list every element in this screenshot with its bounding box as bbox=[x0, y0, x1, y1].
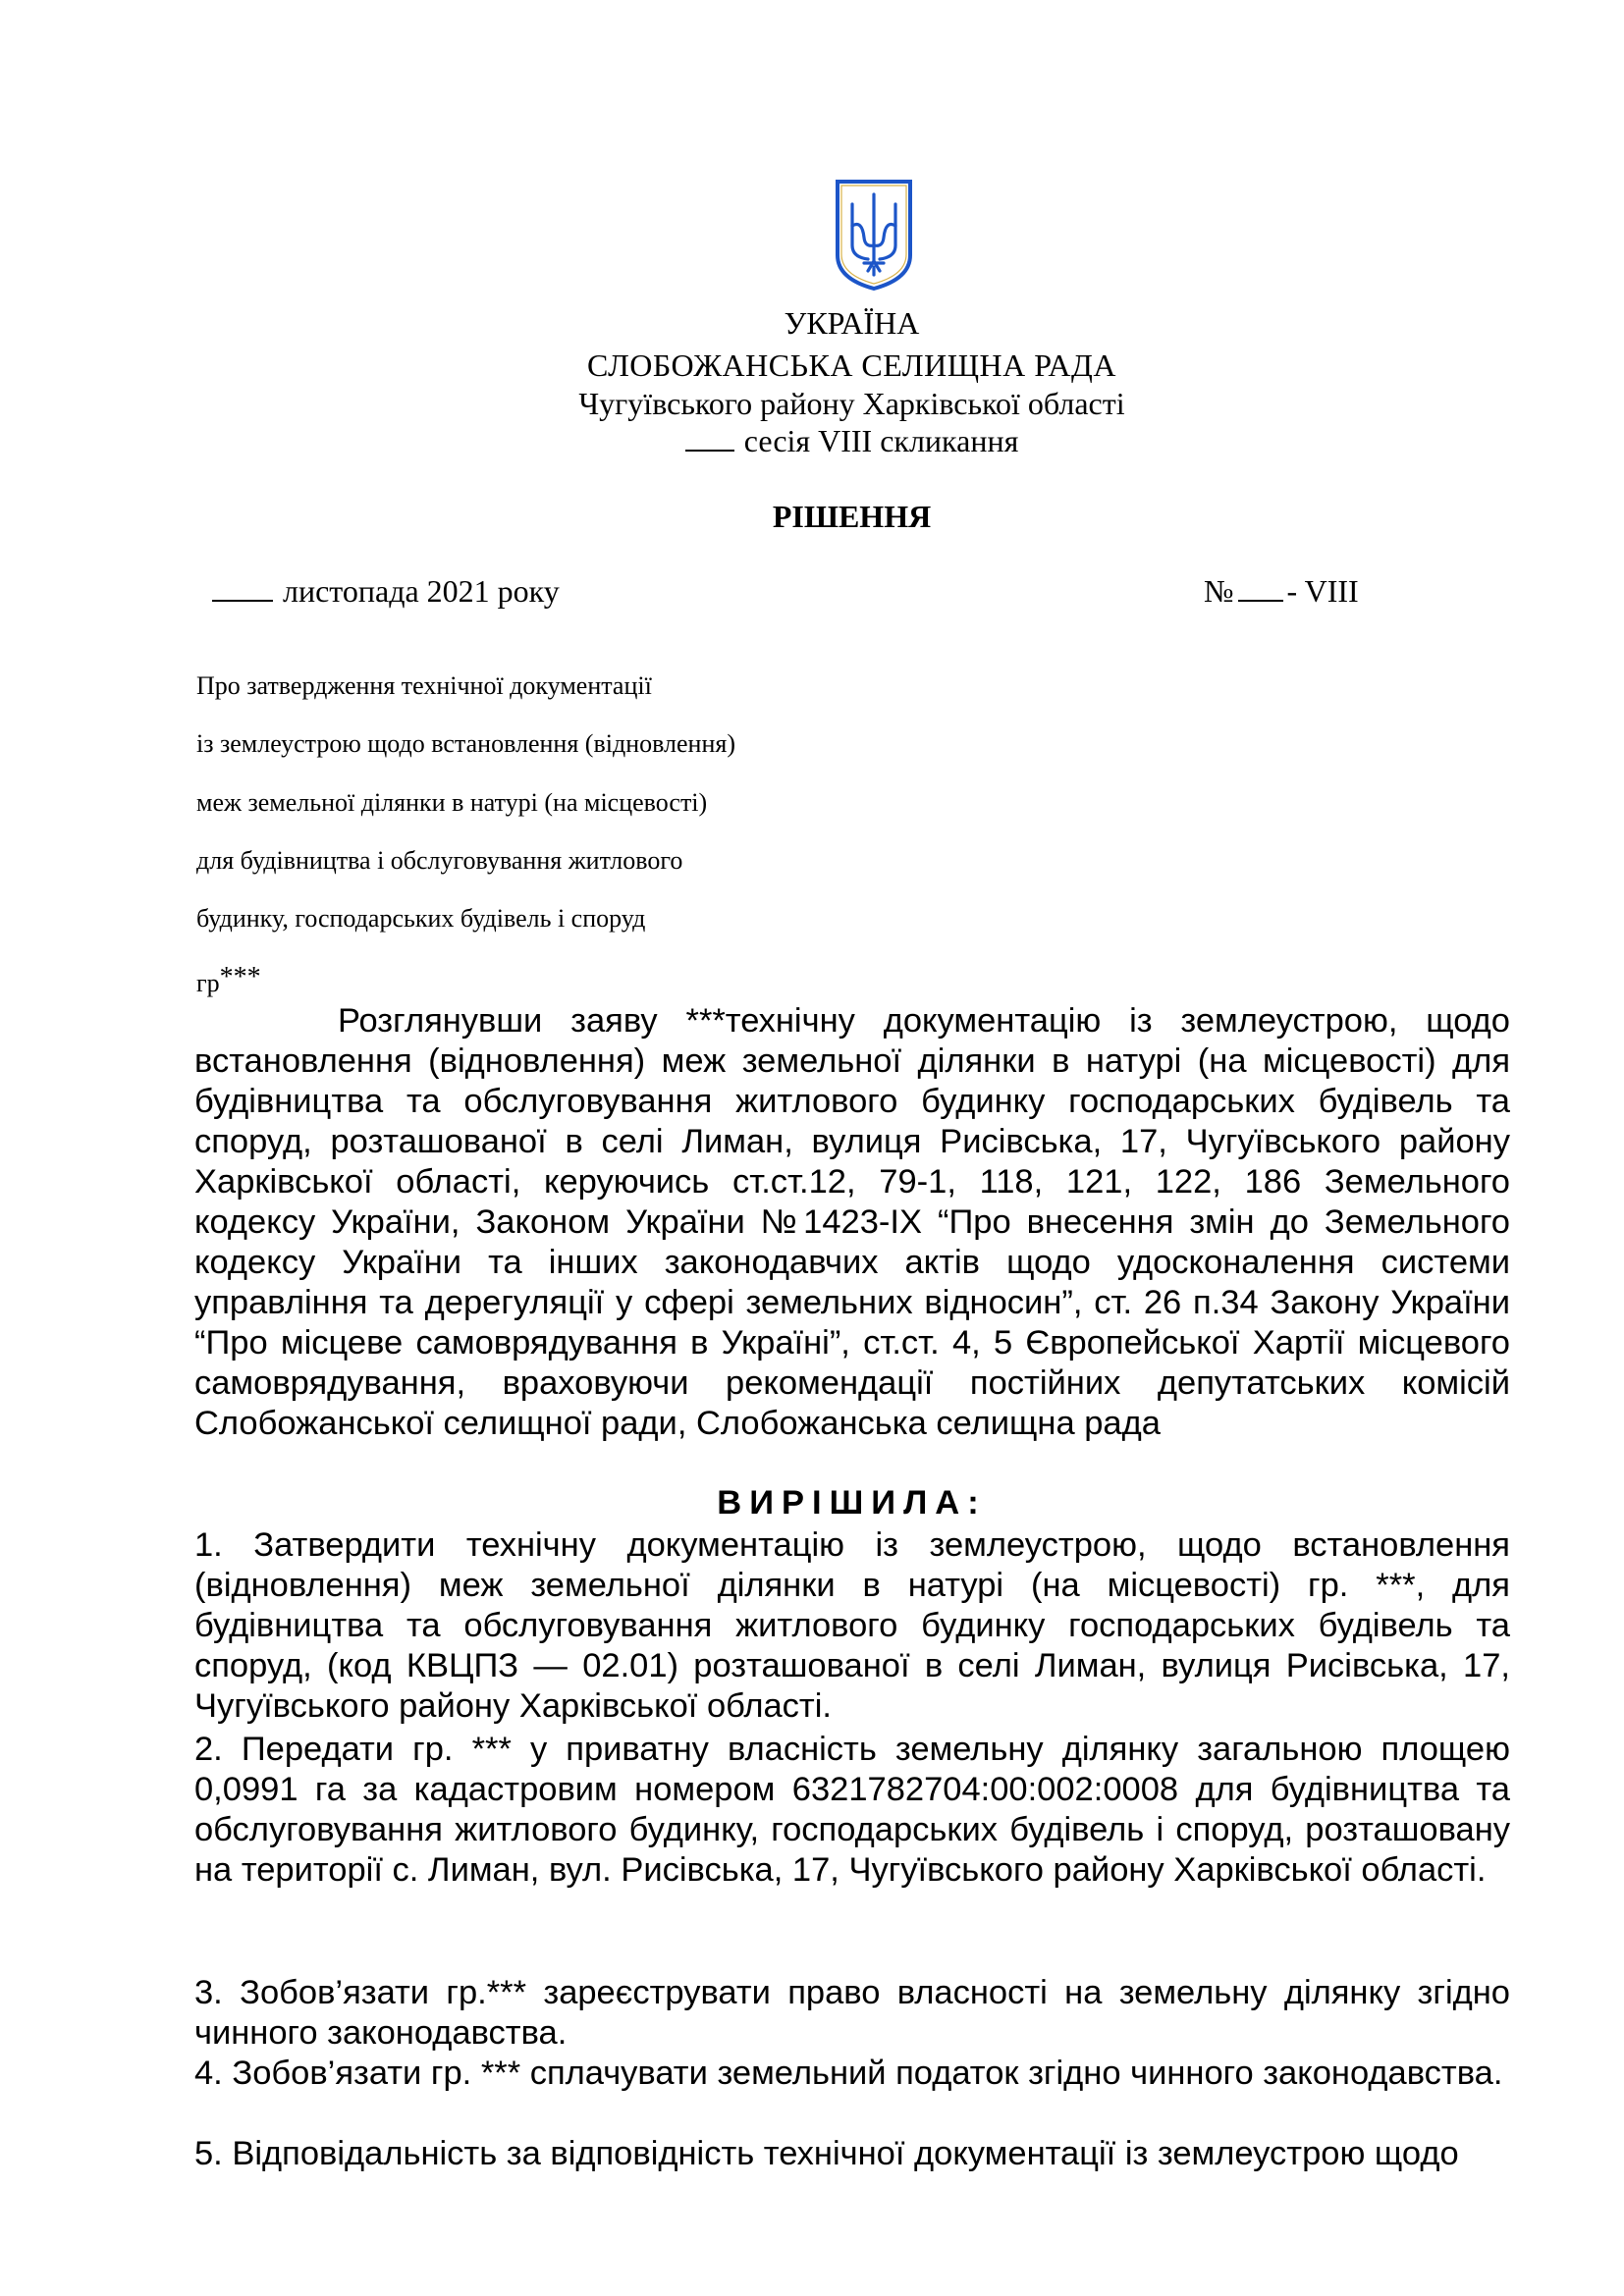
decision-point-5: 5. Відповідальність за відповідність технічної документації із землеустрою щодо bbox=[194, 2135, 1459, 2172]
date-day-blank bbox=[212, 574, 273, 602]
district-name: Чугуївського району Харківської області bbox=[578, 386, 1125, 421]
decision-date bbox=[212, 573, 560, 610]
council-name: СЛОБОЖАНСЬКА СЕЛИЩНА РАДА bbox=[587, 347, 1116, 383]
decision-point-4: 4. Зобов’язати гр. *** сплачувати земельний податок згідно чинного законодавства. bbox=[194, 2055, 1503, 2092]
number-suffix: - VIII bbox=[1286, 573, 1359, 609]
decision-point-2: 2. Передати гр. *** у приватну власність земельну ділянку загальною площею 0,0991 га за кадастровим номером 6321782704:00:002:0008 для будівництва та обслуговування житлового будинку, господарських будівель і споруд, розташовану на території с. Лиман, вул. Рисівська, 17, Чугуївського району Харківської області. bbox=[194, 1731, 1510, 1889]
decision-point-3: 3. Зобов’язати гр.*** зареєструвати право власності на земельну ділянку згідно чинного законодавства. bbox=[194, 1974, 1510, 2052]
number-prefix: № bbox=[1204, 573, 1234, 609]
session-line bbox=[0, 422, 1624, 459]
session-number-blank bbox=[685, 424, 734, 452]
coat-of-arms-icon bbox=[833, 177, 915, 293]
citizen-name-redacted: *** bbox=[219, 962, 261, 992]
decided-heading: ВИРІШИЛА: bbox=[717, 1484, 987, 1522]
citizen-line bbox=[196, 962, 261, 998]
preamble-paragraph: Розглянувши заяву ***технічну документацію із землеустрою, щодо встановлення (відновлення) меж земельної ділянки в натурі (на місцевості) для будівництва та обслуговування житлового будинку господарських будівель та споруд, розташованої в селі Лиман, вулиця Рисівська, 17, Чугуївського району Харківської області, керуючись ст.ст.12, 79-1, 118, 121, 122, 186 Земельного кодексу України, Законом України №1423-IX “Про внесення змін до Земельного кодексу України та інших законодавчих актів щодо удосконалення системи управління та дерегуляції у сфері земельних відносин”, ст. 26 п.34 Закону України “Про місцеве самоврядування в Україні”, ст.ст. 4, 5 Європейської Хартії місцевого самоврядування, враховуючи рекомендації постійних депутатських комісій Слобожанської селищної ради, Слобожанська селищна рада bbox=[194, 1002, 1510, 1442]
date-text: листопада 2021 року bbox=[283, 573, 560, 609]
country-name: УКРАЇНА bbox=[784, 305, 920, 341]
decision-number bbox=[1204, 573, 1359, 610]
document-title: РІШЕННЯ bbox=[772, 499, 932, 534]
decision-point-1: 1. Затвердити технічну документацію із землеустрою, щодо встановлення (відновлення) меж земельної ділянки в натурі (на місцевості) гр. ***, для будівництва та обслуговування житлового будинку господарських будівель та споруд, (код КВЦПЗ — 02.01) розташованої в селі Лиман, вулиця Рисівська, 17, Чугуївського району Харківської області. bbox=[194, 1526, 1510, 1725]
subject-line: із землеустрою щодо встановлення (відновлення) bbox=[196, 729, 735, 758]
subject-line: для будівництва і обслуговування житлового bbox=[196, 846, 683, 875]
number-blank bbox=[1238, 574, 1283, 602]
subject-line: меж земельної ділянки в натурі (на місцевості) bbox=[196, 788, 708, 817]
subject-line: Про затвердження технічної документації bbox=[196, 671, 652, 700]
session-label: сесія VIII скликання bbox=[743, 423, 1019, 458]
subject-line: будинку, господарських будівель і споруд bbox=[196, 904, 646, 933]
citizen-prefix: гр bbox=[196, 969, 220, 997]
